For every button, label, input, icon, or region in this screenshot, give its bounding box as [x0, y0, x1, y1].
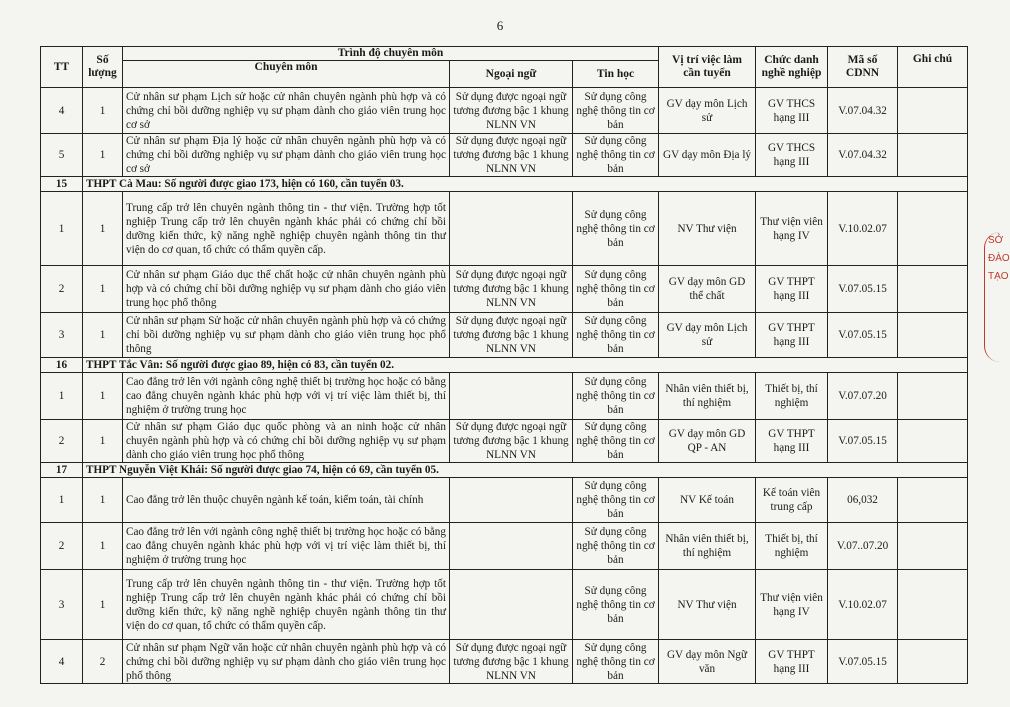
row-vi-tri: GV dạy môn Ngữ văn	[659, 640, 756, 684]
row-chuyen-mon: Trung cấp trở lên chuyên ngành thông tin - thư viện. Trường hợp tốt nghiệp Trung cấp trở lên chuyên ngành khác phải có chứng chỉ bồi dưỡng kiến thức, kỹ năng nghề nghiệp chuyên ngành thông tin thư viện do cơ quan, tổ chức có thẩm quyền cấp.	[123, 570, 450, 640]
row-quantity: 1	[83, 523, 123, 570]
row-ma-so: V.07.05.15	[828, 420, 898, 463]
row-quantity: 1	[83, 88, 123, 134]
row-chuyen-mon: Cử nhân sư phạm Ngữ văn hoặc cử nhân chuyên ngành phù hợp và có chứng chỉ bồi dưỡng nghiệp vụ sư phạm dành cho giáo viên trung học phổ thông	[123, 640, 450, 684]
table-row	[41, 570, 968, 640]
row-ghi-chu	[898, 523, 968, 570]
row-chuc-danh: GV THPT hạng III	[756, 640, 828, 684]
header-chuyen-mon: Chuyên môn	[123, 61, 450, 88]
row-number: 3	[41, 570, 83, 640]
row-number: 4	[41, 88, 83, 134]
row-tin-hoc: Sử dụng công nghệ thông tin cơ bản	[573, 420, 659, 463]
row-number: 3	[41, 313, 83, 358]
row-tin-hoc: Sử dụng công nghệ thông tin cơ bản	[573, 478, 659, 523]
row-quantity: 1	[83, 134, 123, 177]
row-ngoai-ngu	[450, 570, 573, 640]
header-trinh-do: Trình độ chuyên môn	[123, 47, 659, 61]
table-row	[41, 420, 968, 463]
row-tin-hoc: Sử dụng công nghệ thông tin cơ bản	[573, 88, 659, 134]
row-ngoai-ngu	[450, 523, 573, 570]
section-title: THPT Tắc Vân: Số người được giao 89, hiện có 83, cần tuyển 02.	[83, 358, 968, 373]
row-quantity: 2	[83, 640, 123, 684]
row-ngoai-ngu	[450, 373, 573, 420]
table-row	[41, 313, 968, 358]
row-ngoai-ngu	[450, 478, 573, 523]
row-ngoai-ngu: Sử dụng được ngoại ngữ tương đương bậc 1 khung NLNN VN	[450, 134, 573, 177]
row-chuc-danh: GV THPT hạng III	[756, 420, 828, 463]
row-ghi-chu	[898, 88, 968, 134]
table-row	[41, 266, 968, 313]
row-ma-so: V.07.05.15	[828, 640, 898, 684]
table-row	[41, 640, 968, 684]
row-ma-so: V.07.05.15	[828, 266, 898, 313]
row-chuc-danh: Thư viện viên hạng IV	[756, 192, 828, 266]
row-chuyen-mon: Cử nhân sư phạm Sử hoặc cử nhân chuyên ngành phù hợp và có chứng chỉ bồi dưỡng nghiệp vụ sư phạm dành cho giáo viên trung học phổ thông	[123, 313, 450, 358]
header-ngoai-ngu: Ngoại ngữ	[450, 61, 573, 88]
row-ghi-chu	[898, 640, 968, 684]
row-vi-tri: GV dạy môn GD QP - AN	[659, 420, 756, 463]
header-so-luong: Số lượng	[83, 47, 123, 88]
row-ghi-chu	[898, 266, 968, 313]
row-chuyen-mon: Trung cấp trở lên chuyên ngành thông tin - thư viện. Trường hợp tốt nghiệp Trung cấp trở lên chuyên ngành khác phải có chứng chỉ bồi dưỡng kiến thức, kỹ năng nghề nghiệp chuyên ngành thông tin thư viện do cơ quan, tổ chức có thẩm quyền cấp.	[123, 192, 450, 266]
row-ngoai-ngu: Sử dụng được ngoại ngữ tương đương bậc 1 khung NLNN VN	[450, 640, 573, 684]
row-ghi-chu	[898, 313, 968, 358]
table-row	[41, 88, 968, 134]
row-vi-tri: NV Kế toán	[659, 478, 756, 523]
page-number: 6	[496, 18, 504, 33]
table-row	[41, 373, 968, 420]
table-row	[41, 523, 968, 570]
row-number: 2	[41, 420, 83, 463]
section-title: THPT Nguyễn Việt Khái: Số người được giao 74, hiện có 69, cần tuyển 05.	[83, 463, 968, 478]
header-vi-tri: Vị trí việc làm cần tuyển	[659, 47, 756, 88]
row-quantity: 1	[83, 570, 123, 640]
row-quantity: 1	[83, 373, 123, 420]
row-quantity: 1	[83, 420, 123, 463]
row-ma-so: 06,032	[828, 478, 898, 523]
row-number: 4	[41, 640, 83, 684]
row-vi-tri: Nhân viên thiết bị, thí nghiệm	[659, 523, 756, 570]
table-body	[41, 88, 968, 684]
recruitment-table	[40, 46, 968, 684]
row-chuc-danh: GV THPT hạng III	[756, 313, 828, 358]
section-title: THPT Cà Mau: Số người được giao 173, hiện có 160, cần tuyển 03.	[83, 177, 968, 192]
row-ma-so: V.10.02.07	[828, 570, 898, 640]
row-ngoai-ngu	[450, 192, 573, 266]
row-tin-hoc: Sử dụng công nghệ thông tin cơ bản	[573, 570, 659, 640]
row-number: 1	[41, 192, 83, 266]
row-chuc-danh: Kế toán viên trung cấp	[756, 478, 828, 523]
row-number: 2	[41, 523, 83, 570]
row-vi-tri: GV dạy môn Lịch sử	[659, 313, 756, 358]
row-vi-tri: GV dạy môn Lịch sử	[659, 88, 756, 134]
row-number: 2	[41, 266, 83, 313]
row-ghi-chu	[898, 478, 968, 523]
header-tin-hoc: Tin học	[573, 61, 659, 88]
row-tin-hoc: Sử dụng công nghệ thông tin cơ bản	[573, 266, 659, 313]
row-tin-hoc: Sử dụng công nghệ thông tin cơ bản	[573, 192, 659, 266]
row-chuyen-mon: Cử nhân sư phạm Địa lý hoặc cử nhân chuyên ngành phù hợp và có chứng chỉ bồi dưỡng nghiệp vụ sư phạm dành cho giáo viên trung học cơ sở	[123, 134, 450, 177]
header-row-1	[41, 47, 968, 61]
row-ngoai-ngu: Sử dụng được ngoại ngữ tương đương bậc 1 khung NLNN VN	[450, 266, 573, 313]
row-chuyen-mon: Cử nhân sư phạm Lịch sử hoặc cử nhân chuyên ngành phù hợp và có chứng chỉ bồi dưỡng nghiệp vụ sư phạm dành cho giáo viên trung học cơ sở	[123, 88, 450, 134]
row-ma-so: V.10.02.07	[828, 192, 898, 266]
row-tin-hoc: Sử dụng công nghệ thông tin cơ bản	[573, 313, 659, 358]
row-ma-so: V.07..07.20	[828, 523, 898, 570]
section-number: 17	[41, 463, 83, 478]
row-ghi-chu	[898, 373, 968, 420]
row-chuyen-mon: Cao đẳng trở lên với ngành công nghệ thiết bị trường học hoặc có bằng cao đẳng chuyên ngành khác phù hợp với vị trí việc làm thiết bị, thí nghiệm ở trường trung học	[123, 523, 450, 570]
section-number: 16	[41, 358, 83, 373]
row-number: 1	[41, 373, 83, 420]
row-ghi-chu	[898, 192, 968, 266]
row-ma-so: V.07.07.20	[828, 373, 898, 420]
header-chuc-danh: Chức danh nghề nghiệp	[756, 47, 828, 88]
row-tin-hoc: Sử dụng công nghệ thông tin cơ bản	[573, 134, 659, 177]
row-ghi-chu	[898, 420, 968, 463]
row-chuyen-mon: Cử nhân sư phạm Giáo dục thể chất hoặc cử nhân chuyên ngành phù hợp và có chứng chỉ bồi dưỡng nghiệp vụ sư phạm dành cho giáo viên trung học phổ thông	[123, 266, 450, 313]
row-ngoai-ngu: Sử dụng được ngoại ngữ tương đương bậc 1 khung NLNN VN	[450, 313, 573, 358]
row-quantity: 1	[83, 313, 123, 358]
row-ma-so: V.07.04.32	[828, 134, 898, 177]
row-chuc-danh: Thiết bị, thí nghiệm	[756, 523, 828, 570]
row-ngoai-ngu: Sử dụng được ngoại ngữ tương đương bậc 1 khung NLNN VN	[450, 420, 573, 463]
table-row	[41, 134, 968, 177]
row-vi-tri: NV Thư viện	[659, 570, 756, 640]
row-tin-hoc: Sử dụng công nghệ thông tin cơ bản	[573, 523, 659, 570]
section-row	[41, 358, 968, 373]
row-ma-so: V.07.04.32	[828, 88, 898, 134]
header-tt: TT	[41, 47, 83, 88]
row-tin-hoc: Sử dụng công nghệ thông tin cơ bản	[573, 373, 659, 420]
row-ngoai-ngu: Sử dụng được ngoại ngữ tương đương bậc 1 khung NLNN VN	[450, 88, 573, 134]
section-row	[41, 177, 968, 192]
row-vi-tri: Nhân viên thiết bị, thí nghiệm	[659, 373, 756, 420]
row-chuc-danh: GV THCS hạng III	[756, 88, 828, 134]
row-tin-hoc: Sử dụng công nghệ thông tin cơ bản	[573, 640, 659, 684]
row-chuyen-mon: Cao đẳng trở lên với ngành công nghệ thiết bị trường học hoặc có bằng cao đẳng chuyên ngành khác phù hợp với vị trí việc làm thiết bị, thí nghiệm ở trường trung học	[123, 373, 450, 420]
row-chuyen-mon: Cử nhân sư phạm Giáo dục quốc phòng và an ninh hoặc cử nhân chuyên ngành phù hợp và có chứng chỉ bồi dưỡng nghiệp vụ sư phạm dành cho giáo viên trung học phổ thông	[123, 420, 450, 463]
header-ghi-chu: Ghi chú	[898, 47, 968, 88]
red-stamp-fragment: SỞ ĐÀO TẠO	[984, 232, 1000, 362]
row-chuc-danh: GV THPT hạng III	[756, 266, 828, 313]
header-ma-so: Mã số CDNN	[828, 47, 898, 88]
row-quantity: 1	[83, 192, 123, 266]
row-number: 1	[41, 478, 83, 523]
row-ghi-chu	[898, 570, 968, 640]
table-row	[41, 192, 968, 266]
section-row	[41, 463, 968, 478]
row-chuc-danh: GV THCS hạng III	[756, 134, 828, 177]
row-ghi-chu	[898, 134, 968, 177]
table-row	[41, 478, 968, 523]
row-ma-so: V.07.05.15	[828, 313, 898, 358]
row-quantity: 1	[83, 266, 123, 313]
row-vi-tri: GV dạy môn GD thể chất	[659, 266, 756, 313]
row-quantity: 1	[83, 478, 123, 523]
row-vi-tri: GV dạy môn Địa lý	[659, 134, 756, 177]
section-number: 15	[41, 177, 83, 192]
row-number: 5	[41, 134, 83, 177]
row-chuyen-mon: Cao đẳng trở lên thuộc chuyên ngành kế toán, kiểm toán, tài chính	[123, 478, 450, 523]
row-vi-tri: NV Thư viện	[659, 192, 756, 266]
row-chuc-danh: Thư viện viên hạng IV	[756, 570, 828, 640]
row-chuc-danh: Thiết bị, thí nghiệm	[756, 373, 828, 420]
